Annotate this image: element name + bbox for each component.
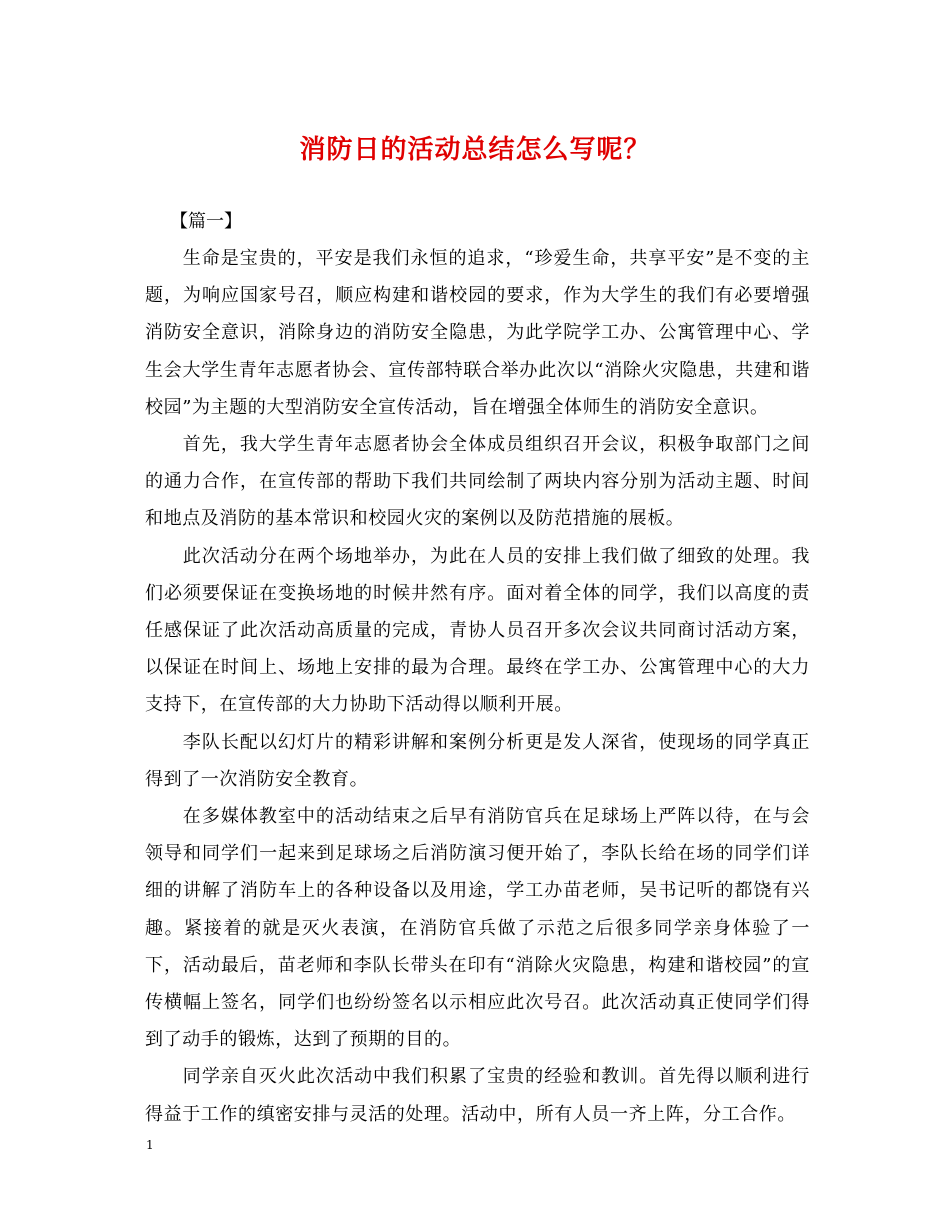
paragraph: 生命是宝贵的，平安是我们永恒的追求，“珍爱生命，共享平安”是不变的主题，为响应国家号召，顺应构建和谐校园的要求，作为大学生的我们有必要增强消防安全意识，消除身边的消防安全隐患，为此学院学工办、公寓管理中心、学生会大学生青年志愿者协会、宣传部特联合举办此次以“消除火灾隐患，共建和谐校园”为主题的大型消防安全宣传活动，旨在增强全体师生的消防安全意识。 — [145, 248, 810, 418]
document-title: 消防日的活动总结怎么写呢？ — [299, 135, 651, 165]
paragraph: 同学亲自灭火此次活动中我们积累了宝贵的经验和教训。首先得以顺利进行得益于工作的缜密安排与灵活的处理。活动中，所有人员一齐上阵，分工合作。 — [145, 1066, 810, 1125]
page-number: 1 — [146, 1138, 154, 1152]
document-body — [145, 240, 810, 1133]
paragraph: 李队长配以幻灯片的精彩讲解和案例分析更是发人深省，使现场的同学真正得到了一次消防安全教育。 — [145, 731, 810, 790]
paragraph: 首先，我大学生青年志愿者协会全体成员组织召开会议，积极争取部门之间的通力合作，在宣传部的帮助下我们共同绘制了两块内容分别为活动主题、时间和地点及消防的基本常识和校园火灾的案例以及防范措施的展板。 — [145, 434, 810, 530]
paragraph: 在多媒体教室中的活动结束之后早有消防官兵在足球场上严阵以待，在与会领导和同学们一起来到足球场之后消防演习便开始了，李队长给在场的同学们详细的讲解了消防车上的各种设备以及用途，学工办苗老师，吴书记听的都饶有兴趣。紧接着的就是灭火表演，在消防官兵做了示范之后很多同学亲身体验了一下，活动最后，苗老师和李队长带头在印有“消除火灾隐患，构建和谐校园”的宣传横幅上签名，同学们也纷纷签名以示相应此次号召。此次活动真正使同学们得到了动手的锻炼，达到了预期的目的。 — [145, 806, 810, 1051]
paragraph: 此次活动分在两个场地举办，为此在人员的安排上我们做了细致的处理。我们必须要保证在变换场地的时候井然有序。面对着全体的同学，我们以高度的责任感保证了此次活动高质量的完成，青协人员召开多次会议共同商讨活动方案，以保证在时间上、场地上安排的最为合理。最终在学工办、公寓管理中心的大力支持下，在宣传部的大力协助下活动得以顺利开展。 — [145, 545, 810, 716]
section-label: 【篇一】 — [170, 211, 242, 232]
